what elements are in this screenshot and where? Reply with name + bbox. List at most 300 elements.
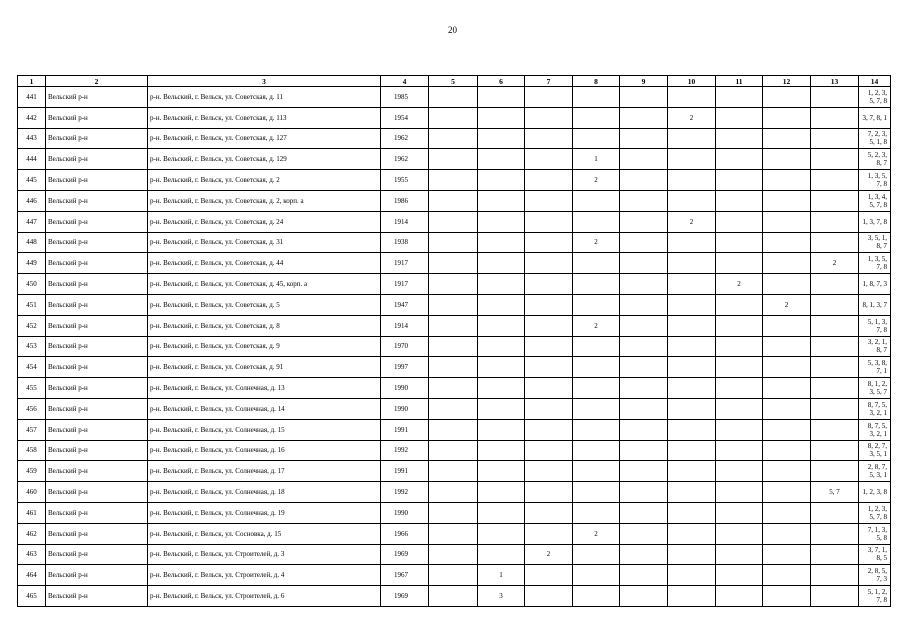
- cell-col-2: Вельский р-н: [46, 440, 148, 461]
- column-header-13: 13: [811, 76, 859, 87]
- cell-col-5: [429, 378, 478, 399]
- cell-col-9: [620, 398, 668, 419]
- cell-col-13: [811, 461, 859, 482]
- cell-col-14: 1, 3, 4, 5, 7, 8: [859, 190, 891, 211]
- cell-col-7: [525, 419, 573, 440]
- cell-col-12: [763, 461, 811, 482]
- cell-col-7: [525, 274, 573, 295]
- cell-col-11: [716, 211, 763, 232]
- cell-col-13: [811, 211, 859, 232]
- cell-col-12: [763, 274, 811, 295]
- cell-col-14: 1, 2, 3, 5, 7, 8: [859, 502, 891, 523]
- cell-col-11: [716, 253, 763, 274]
- cell-col-12: [763, 523, 811, 544]
- cell-col-1: 456: [18, 398, 46, 419]
- cell-col-13: [811, 149, 859, 170]
- cell-col-8: [573, 211, 620, 232]
- cell-col-6: [478, 128, 525, 149]
- cell-col-10: [668, 586, 716, 607]
- table-row: [18, 544, 891, 565]
- cell-col-5: [429, 107, 478, 128]
- cell-col-10: [668, 398, 716, 419]
- cell-col-5: [429, 190, 478, 211]
- cell-col-8: 2: [573, 232, 620, 253]
- cell-col-2: Вельский р-н: [46, 565, 148, 586]
- cell-col-14: 7, 1, 3, 5, 8: [859, 523, 891, 544]
- cell-col-7: [525, 357, 573, 378]
- table-row: [18, 523, 891, 544]
- table-row: [18, 461, 891, 482]
- cell-col-8: [573, 294, 620, 315]
- cell-col-10: [668, 190, 716, 211]
- cell-col-14: 3, 7, 1, 8, 5: [859, 544, 891, 565]
- cell-col-3: р-н. Вельский, г. Вельск, ул. Советская, д. 24: [148, 211, 381, 232]
- cell-col-11: [716, 170, 763, 191]
- cell-col-2: Вельский р-н: [46, 149, 148, 170]
- cell-col-11: [716, 398, 763, 419]
- cell-col-8: [573, 586, 620, 607]
- cell-col-14: 5, 3, 8, 7, 1: [859, 357, 891, 378]
- cell-col-1: 452: [18, 315, 46, 336]
- cell-col-1: 447: [18, 211, 46, 232]
- cell-col-6: 1: [478, 565, 525, 586]
- cell-col-5: [429, 315, 478, 336]
- cell-col-14: 5, 1, 2, 7, 8: [859, 586, 891, 607]
- cell-col-9: [620, 211, 668, 232]
- cell-col-12: [763, 378, 811, 399]
- column-header-1: 1: [18, 76, 46, 87]
- cell-col-11: [716, 502, 763, 523]
- cell-col-4: 1969: [381, 586, 429, 607]
- cell-col-1: 453: [18, 336, 46, 357]
- cell-col-8: [573, 128, 620, 149]
- cell-col-2: Вельский р-н: [46, 190, 148, 211]
- cell-col-11: [716, 294, 763, 315]
- cell-col-14: 1, 3, 5, 7, 8: [859, 170, 891, 191]
- cell-col-13: [811, 398, 859, 419]
- cell-col-10: [668, 232, 716, 253]
- cell-col-9: [620, 461, 668, 482]
- cell-col-8: [573, 190, 620, 211]
- cell-col-13: [811, 565, 859, 586]
- cell-col-7: [525, 482, 573, 503]
- column-header-10: 10: [668, 76, 716, 87]
- cell-col-4: 1938: [381, 232, 429, 253]
- cell-col-12: [763, 128, 811, 149]
- cell-col-2: Вельский р-н: [46, 211, 148, 232]
- cell-col-6: [478, 170, 525, 191]
- cell-col-5: [429, 544, 478, 565]
- cell-col-10: [668, 357, 716, 378]
- cell-col-7: 2: [525, 544, 573, 565]
- cell-col-11: [716, 149, 763, 170]
- cell-col-3: р-н. Вельский, г. Вельск, ул. Сосновка, д. 15: [148, 523, 381, 544]
- cell-col-8: 2: [573, 315, 620, 336]
- cell-col-12: [763, 482, 811, 503]
- cell-col-1: 448: [18, 232, 46, 253]
- cell-col-7: [525, 502, 573, 523]
- cell-col-3: р-н. Вельский, г. Вельск, ул. Советская, д. 127: [148, 128, 381, 149]
- cell-col-12: [763, 565, 811, 586]
- cell-col-8: [573, 565, 620, 586]
- cell-col-13: [811, 440, 859, 461]
- cell-col-8: [573, 336, 620, 357]
- cell-col-6: [478, 482, 525, 503]
- cell-col-11: [716, 419, 763, 440]
- cell-col-7: [525, 190, 573, 211]
- cell-col-4: 1947: [381, 294, 429, 315]
- cell-col-12: [763, 544, 811, 565]
- cell-col-8: [573, 274, 620, 295]
- cell-col-5: [429, 149, 478, 170]
- cell-col-3: р-н. Вельский, г. Вельск, ул. Советская, д. 5: [148, 294, 381, 315]
- cell-col-12: [763, 87, 811, 108]
- cell-col-10: [668, 523, 716, 544]
- cell-col-4: 1955: [381, 170, 429, 191]
- table-row: [18, 232, 891, 253]
- cell-col-13: [811, 315, 859, 336]
- column-header-4: 4: [381, 76, 429, 87]
- cell-col-2: Вельский р-н: [46, 87, 148, 108]
- cell-col-12: [763, 440, 811, 461]
- cell-col-9: [620, 315, 668, 336]
- cell-col-13: [811, 232, 859, 253]
- cell-col-7: [525, 107, 573, 128]
- cell-col-10: [668, 315, 716, 336]
- cell-col-6: [478, 107, 525, 128]
- cell-col-9: [620, 419, 668, 440]
- cell-col-3: р-н. Вельский, г. Вельск, ул. Советская, д. 11: [148, 87, 381, 108]
- cell-col-11: [716, 87, 763, 108]
- cell-col-1: 457: [18, 419, 46, 440]
- cell-col-2: Вельский р-н: [46, 294, 148, 315]
- cell-col-6: [478, 232, 525, 253]
- cell-col-8: [573, 107, 620, 128]
- cell-col-9: [620, 565, 668, 586]
- cell-col-5: [429, 440, 478, 461]
- cell-col-7: [525, 253, 573, 274]
- cell-col-3: р-н. Вельский, г. Вельск, ул. Советская, д. 9: [148, 336, 381, 357]
- cell-col-1: 458: [18, 440, 46, 461]
- cell-col-2: Вельский р-н: [46, 315, 148, 336]
- cell-col-10: [668, 294, 716, 315]
- cell-col-7: [525, 336, 573, 357]
- cell-col-9: [620, 253, 668, 274]
- table-row: [18, 315, 891, 336]
- cell-col-13: [811, 87, 859, 108]
- column-header-7: 7: [525, 76, 573, 87]
- cell-col-4: 1992: [381, 482, 429, 503]
- cell-col-10: [668, 170, 716, 191]
- column-header-2: 2: [46, 76, 148, 87]
- table-row: [18, 211, 891, 232]
- cell-col-5: [429, 482, 478, 503]
- cell-col-4: 1969: [381, 544, 429, 565]
- cell-col-12: [763, 253, 811, 274]
- cell-col-3: р-н. Вельский, г. Вельск, ул. Солнечная, д. 16: [148, 440, 381, 461]
- cell-col-2: Вельский р-н: [46, 419, 148, 440]
- cell-col-6: [478, 336, 525, 357]
- cell-col-11: [716, 461, 763, 482]
- cell-col-13: [811, 107, 859, 128]
- cell-col-14: 1, 3, 5, 7, 8: [859, 253, 891, 274]
- cell-col-7: [525, 398, 573, 419]
- column-header-8: 8: [573, 76, 620, 87]
- cell-col-10: 2: [668, 107, 716, 128]
- cell-col-6: [478, 357, 525, 378]
- cell-col-1: 461: [18, 502, 46, 523]
- cell-col-3: р-н. Вельский, г. Вельск, ул. Советская, д. 129: [148, 149, 381, 170]
- cell-col-12: [763, 149, 811, 170]
- cell-col-8: [573, 357, 620, 378]
- cell-col-8: 2: [573, 523, 620, 544]
- cell-col-7: [525, 378, 573, 399]
- cell-col-2: Вельский р-н: [46, 232, 148, 253]
- cell-col-3: р-н. Вельский, г. Вельск, ул. Строителей, д. 4: [148, 565, 381, 586]
- cell-col-3: р-н. Вельский, г. Вельск, ул. Советская, д. 2, корп. а: [148, 190, 381, 211]
- cell-col-1: 442: [18, 107, 46, 128]
- cell-col-3: р-н. Вельский, г. Вельск, ул. Советская, д. 31: [148, 232, 381, 253]
- cell-col-5: [429, 170, 478, 191]
- cell-col-5: [429, 211, 478, 232]
- cell-col-2: Вельский р-н: [46, 170, 148, 191]
- cell-col-13: [811, 378, 859, 399]
- cell-col-1: 444: [18, 149, 46, 170]
- cell-col-11: 2: [716, 274, 763, 295]
- cell-col-6: 3: [478, 586, 525, 607]
- cell-col-2: Вельский р-н: [46, 502, 148, 523]
- table-row: [18, 170, 891, 191]
- table-row: [18, 253, 891, 274]
- cell-col-4: 1914: [381, 315, 429, 336]
- cell-col-6: [478, 419, 525, 440]
- column-header-14: 14: [859, 76, 891, 87]
- cell-col-9: [620, 107, 668, 128]
- cell-col-4: 1991: [381, 419, 429, 440]
- cell-col-4: 1997: [381, 357, 429, 378]
- cell-col-1: 451: [18, 294, 46, 315]
- cell-col-11: [716, 357, 763, 378]
- column-header-6: 6: [478, 76, 525, 87]
- cell-col-13: [811, 336, 859, 357]
- cell-col-5: [429, 253, 478, 274]
- cell-col-1: 460: [18, 482, 46, 503]
- cell-col-2: Вельский р-н: [46, 253, 148, 274]
- cell-col-6: [478, 294, 525, 315]
- cell-col-3: р-н. Вельский, г. Вельск, ул. Солнечная, д. 18: [148, 482, 381, 503]
- cell-col-4: 1990: [381, 502, 429, 523]
- cell-col-2: Вельский р-н: [46, 107, 148, 128]
- table-row: [18, 482, 891, 503]
- cell-col-4: 1986: [381, 190, 429, 211]
- data-table: [17, 75, 891, 607]
- cell-col-6: [478, 253, 525, 274]
- cell-col-11: [716, 232, 763, 253]
- page-number: 20: [448, 25, 457, 35]
- cell-col-12: [763, 232, 811, 253]
- cell-col-13: [811, 128, 859, 149]
- cell-col-13: [811, 523, 859, 544]
- cell-col-13: [811, 544, 859, 565]
- cell-col-5: [429, 565, 478, 586]
- cell-col-10: [668, 149, 716, 170]
- column-header-9: 9: [620, 76, 668, 87]
- cell-col-14: 1, 8, 7, 3: [859, 274, 891, 295]
- cell-col-12: [763, 419, 811, 440]
- cell-col-1: 462: [18, 523, 46, 544]
- cell-col-4: 1990: [381, 378, 429, 399]
- cell-col-10: [668, 378, 716, 399]
- cell-col-2: Вельский р-н: [46, 523, 148, 544]
- cell-col-4: 1966: [381, 523, 429, 544]
- table-row: [18, 440, 891, 461]
- cell-col-6: [478, 87, 525, 108]
- cell-col-2: Вельский р-н: [46, 482, 148, 503]
- cell-col-8: [573, 482, 620, 503]
- cell-col-14: 3, 7, 8, 1: [859, 107, 891, 128]
- cell-col-1: 445: [18, 170, 46, 191]
- cell-col-3: р-н. Вельский, г. Вельск, ул. Солнечная, д. 15: [148, 419, 381, 440]
- cell-col-10: [668, 461, 716, 482]
- table-row: [18, 565, 891, 586]
- cell-col-7: [525, 170, 573, 191]
- cell-col-8: [573, 440, 620, 461]
- cell-col-12: [763, 107, 811, 128]
- cell-col-8: [573, 502, 620, 523]
- cell-col-10: [668, 253, 716, 274]
- cell-col-10: [668, 336, 716, 357]
- cell-col-5: [429, 87, 478, 108]
- cell-col-4: 1962: [381, 149, 429, 170]
- cell-col-14: 8, 1, 2, 3, 5, 7: [859, 378, 891, 399]
- table-row: [18, 294, 891, 315]
- cell-col-3: р-н. Вельский, г. Вельск, ул. Советская, д. 2: [148, 170, 381, 191]
- cell-col-9: [620, 274, 668, 295]
- cell-col-7: [525, 211, 573, 232]
- cell-col-3: р-н. Вельский, г. Вельск, ул. Советская, д. 8: [148, 315, 381, 336]
- cell-col-6: [478, 274, 525, 295]
- cell-col-13: [811, 586, 859, 607]
- cell-col-5: [429, 274, 478, 295]
- cell-col-8: [573, 419, 620, 440]
- cell-col-5: [429, 419, 478, 440]
- cell-col-4: 1991: [381, 461, 429, 482]
- cell-col-1: 455: [18, 378, 46, 399]
- cell-col-3: р-н. Вельский, г. Вельск, ул. Строителей, д. 3: [148, 544, 381, 565]
- cell-col-11: [716, 586, 763, 607]
- cell-col-4: 1990: [381, 398, 429, 419]
- cell-col-3: р-н. Вельский, г. Вельск, ул. Строителей, д. 6: [148, 586, 381, 607]
- cell-col-14: 2, 8, 7, 5, 3, 1: [859, 461, 891, 482]
- cell-col-9: [620, 357, 668, 378]
- cell-col-11: [716, 565, 763, 586]
- column-header-3: 3: [148, 76, 381, 87]
- table-row: [18, 107, 891, 128]
- cell-col-7: [525, 586, 573, 607]
- cell-col-14: 7, 2, 3, 5, 1, 8: [859, 128, 891, 149]
- cell-col-11: [716, 190, 763, 211]
- cell-col-8: 2: [573, 170, 620, 191]
- cell-col-4: 1967: [381, 565, 429, 586]
- cell-col-2: Вельский р-н: [46, 357, 148, 378]
- cell-col-11: [716, 107, 763, 128]
- cell-col-10: [668, 544, 716, 565]
- cell-col-13: 5, 7: [811, 482, 859, 503]
- cell-col-5: [429, 523, 478, 544]
- cell-col-14: 5, 1, 3, 7, 8: [859, 315, 891, 336]
- cell-col-11: [716, 336, 763, 357]
- cell-col-4: 1954: [381, 107, 429, 128]
- cell-col-12: [763, 357, 811, 378]
- cell-col-9: [620, 232, 668, 253]
- cell-col-3: р-н. Вельский, г. Вельск, ул. Солнечная, д. 19: [148, 502, 381, 523]
- cell-col-5: [429, 357, 478, 378]
- cell-col-1: 441: [18, 87, 46, 108]
- cell-col-5: [429, 232, 478, 253]
- table-row: [18, 357, 891, 378]
- table-row: [18, 87, 891, 108]
- cell-col-14: 8, 7, 5, 3, 2, 1: [859, 398, 891, 419]
- cell-col-8: [573, 544, 620, 565]
- table-row: [18, 128, 891, 149]
- cell-col-6: [478, 315, 525, 336]
- cell-col-11: [716, 315, 763, 336]
- cell-col-2: Вельский р-н: [46, 336, 148, 357]
- cell-col-6: [478, 211, 525, 232]
- column-header-5: 5: [429, 76, 478, 87]
- cell-col-6: [478, 149, 525, 170]
- cell-col-4: 1992: [381, 440, 429, 461]
- cell-col-5: [429, 128, 478, 149]
- cell-col-4: 1914: [381, 211, 429, 232]
- cell-col-13: [811, 357, 859, 378]
- cell-col-2: Вельский р-н: [46, 461, 148, 482]
- cell-col-1: 465: [18, 586, 46, 607]
- cell-col-1: 450: [18, 274, 46, 295]
- cell-col-4: 1962: [381, 128, 429, 149]
- cell-col-7: [525, 128, 573, 149]
- cell-col-9: [620, 170, 668, 191]
- table-row: [18, 149, 891, 170]
- cell-col-9: [620, 190, 668, 211]
- cell-col-14: 1, 2, 3, 5, 7, 8: [859, 87, 891, 108]
- cell-col-8: 1: [573, 149, 620, 170]
- cell-col-1: 463: [18, 544, 46, 565]
- cell-col-7: [525, 565, 573, 586]
- cell-col-13: [811, 419, 859, 440]
- cell-col-7: [525, 149, 573, 170]
- cell-col-5: [429, 502, 478, 523]
- cell-col-14: 1, 2, 3, 8: [859, 482, 891, 503]
- cell-col-9: [620, 336, 668, 357]
- cell-col-6: [478, 523, 525, 544]
- cell-col-12: [763, 336, 811, 357]
- cell-col-4: 1917: [381, 253, 429, 274]
- table-row: [18, 502, 891, 523]
- cell-col-14: 8, 2, 7, 3, 5, 1: [859, 440, 891, 461]
- cell-col-13: [811, 294, 859, 315]
- cell-col-5: [429, 398, 478, 419]
- table-row: [18, 190, 891, 211]
- cell-col-7: [525, 232, 573, 253]
- cell-col-10: [668, 502, 716, 523]
- cell-col-9: [620, 440, 668, 461]
- cell-col-5: [429, 461, 478, 482]
- cell-col-9: [620, 586, 668, 607]
- cell-col-9: [620, 523, 668, 544]
- table-row: [18, 586, 891, 607]
- table-row: [18, 336, 891, 357]
